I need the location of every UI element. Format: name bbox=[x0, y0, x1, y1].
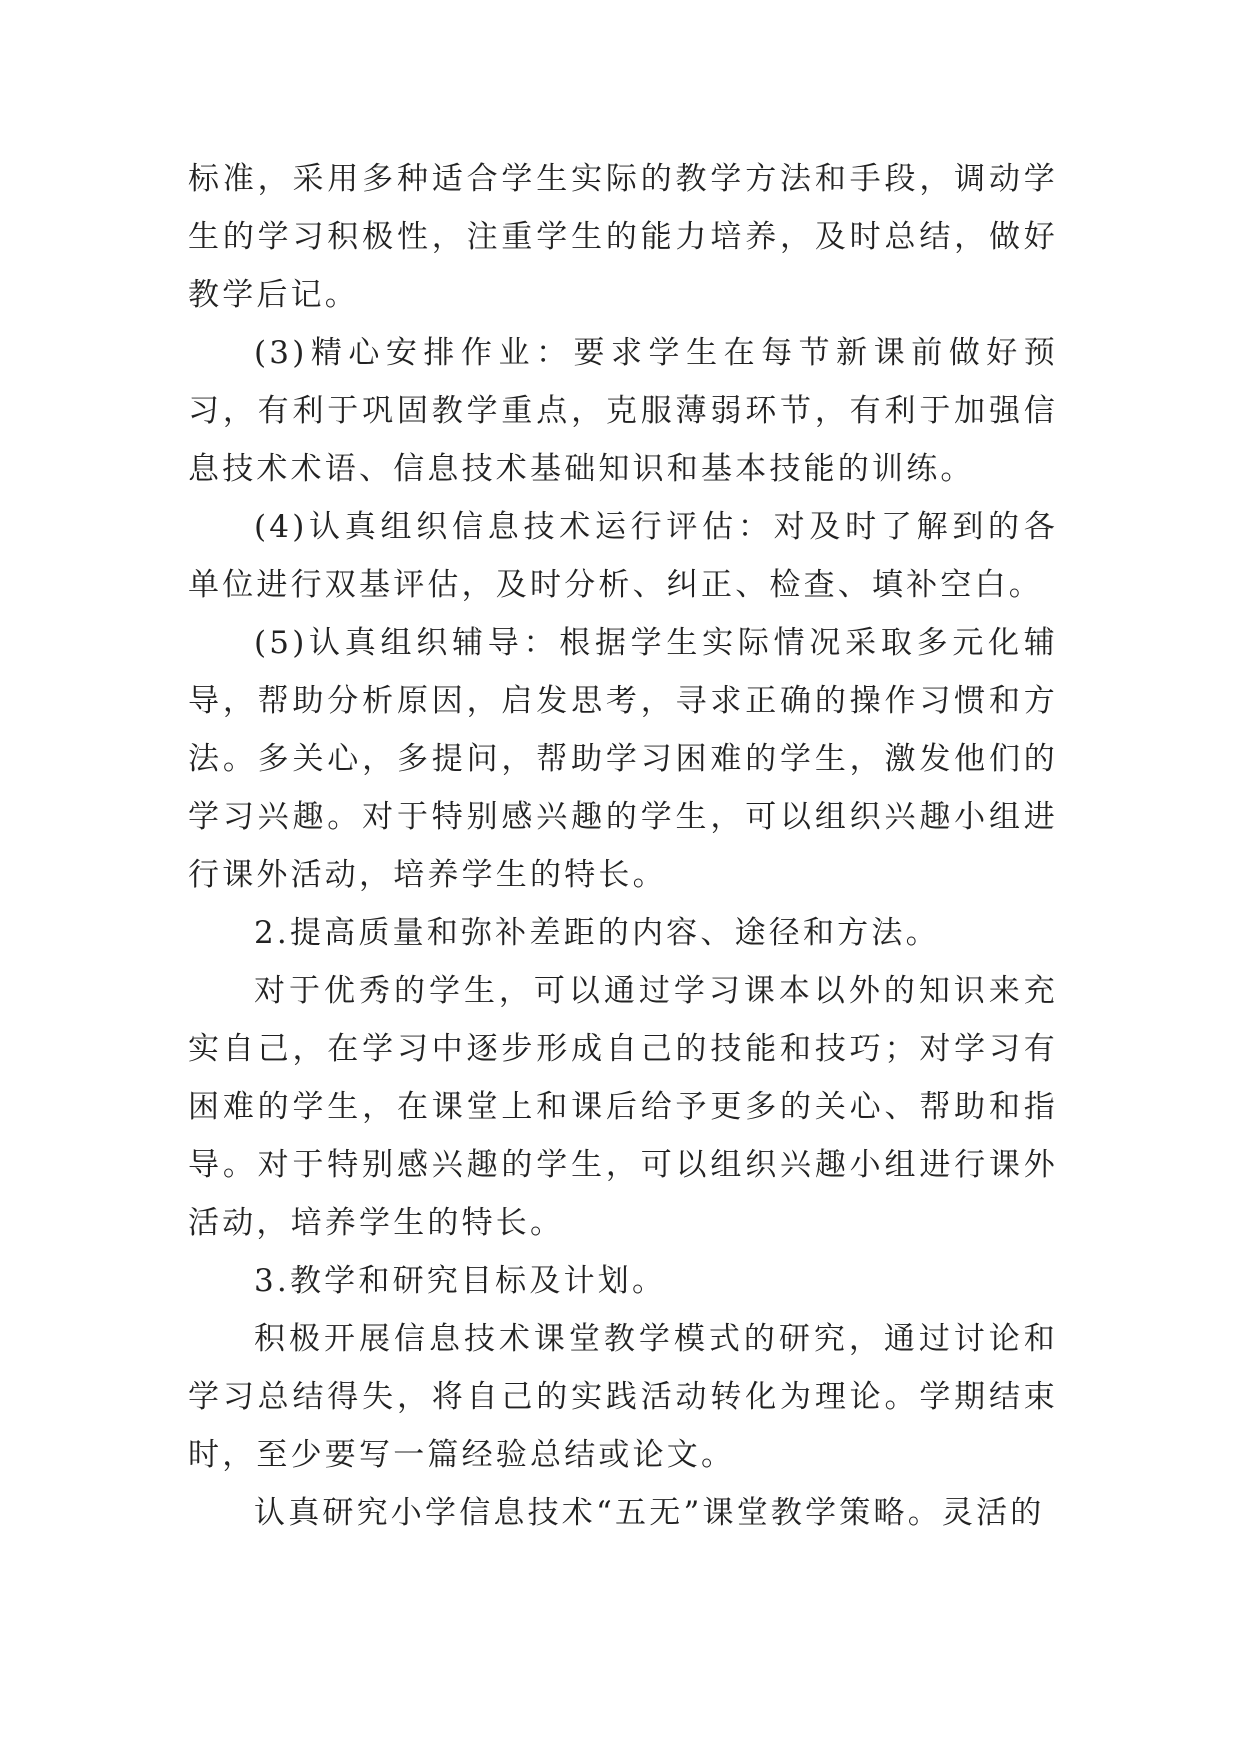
section-heading-3: 3.教学和研究目标及计划。 bbox=[254, 1263, 667, 1299]
section-heading-2: 2.提高质量和弥补差距的内容、途径和方法。 bbox=[254, 915, 940, 951]
paragraph-body: 认真研究小学信息技术“五无”课堂教学策略。灵活的 bbox=[254, 1495, 1045, 1531]
paragraph-body: 积极开展信息技术课堂教学模式的研究，通过讨论和学习总结得失，将自己的实践活动转化为理论。学期结束时，至少要写一篇经验总结或论文。 bbox=[188, 1321, 1058, 1473]
paragraph-item-5: (5)认真组织辅导：根据学生实际情况采取多元化辅导，帮助分析原因，启发思考，寻求正确的操作习惯和方法。多关心，多提问，帮助学习困难的学生，激发他们的学习兴趣。对于特别感兴趣的学生，可以组织兴趣小组进行课外活动，培养学生的特长。 bbox=[188, 625, 1058, 893]
paragraph-body: 对于优秀的学生，可以通过学习课本以外的知识来充实自己，在学习中逐步形成自己的技能和技巧；对学习有困难的学生，在课堂上和课后给予更多的关心、帮助和指导。对于特别感兴趣的学生，可以组织兴趣小组进行课外活动，培养学生的特长。 bbox=[188, 973, 1058, 1241]
document-body bbox=[188, 150, 1058, 1542]
paragraph-item-3: (3)精心安排作业：要求学生在每节新课前做好预习，有利于巩固教学重点，克服薄弱环节，有利于加强信息技术术语、信息技术基础知识和基本技能的训练。 bbox=[188, 335, 1058, 487]
paragraph-continuation: 标准，采用多种适合学生实际的教学方法和手段，调动学生的学习积极性，注重学生的能力培养，及时总结，做好教学后记。 bbox=[188, 161, 1058, 313]
paragraph-item-4: (4)认真组织信息技术运行评估：对及时了解到的各单位进行双基评估，及时分析、纠正、检查、填补空白。 bbox=[188, 509, 1058, 603]
